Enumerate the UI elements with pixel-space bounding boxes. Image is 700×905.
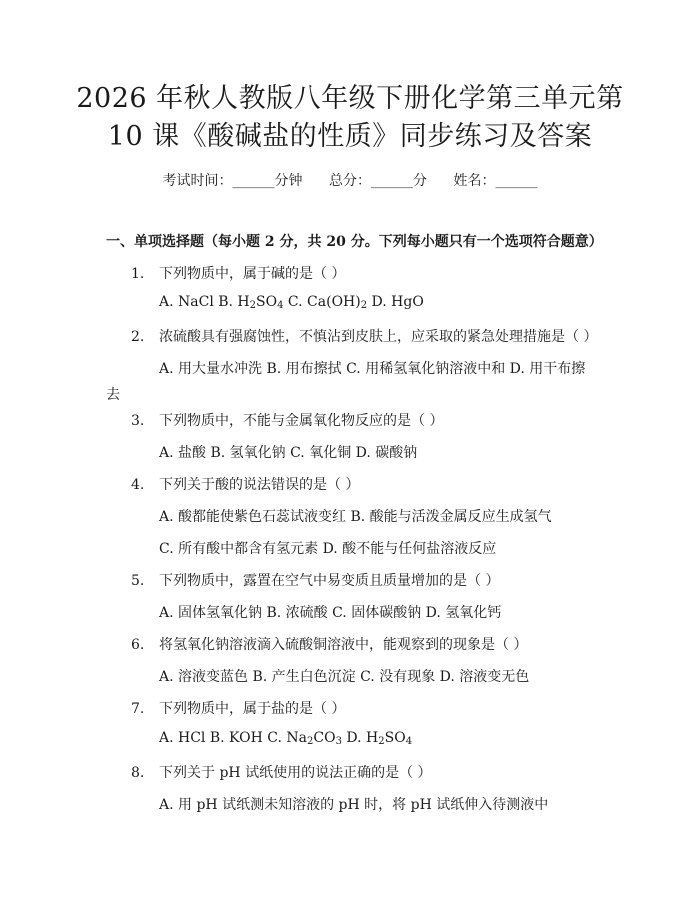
question-text: 下列关于酸的说法错误的是（ ） bbox=[159, 477, 360, 493]
question-text: 将氢氧化钠溶液滴入硫酸铜溶液中，能观察到的现象是（ ） bbox=[159, 637, 528, 653]
question-2 bbox=[131, 326, 597, 346]
question-number: 8. bbox=[131, 765, 145, 781]
question-text: 下列物质中，属于盐的是（ ） bbox=[159, 701, 346, 717]
question-3 bbox=[131, 410, 443, 430]
question-2-options: A. 用大量水冲洗 B. 用布擦拭 C. 用稀氢氧化钠溶液中和 D. 用干布擦 bbox=[159, 361, 586, 377]
question-8-options: A. 用 pH 试纸测未知溶液的 pH 时，将 pH 试纸伸入待测液中 bbox=[159, 797, 549, 813]
question-number: 6. bbox=[131, 637, 145, 653]
question-1 bbox=[131, 263, 345, 283]
question-number: 3. bbox=[131, 413, 145, 429]
question-3-options: A. 盐酸 B. 氢氧化钠 C. 氧化铜 D. 碳酸钠 bbox=[159, 445, 418, 461]
question-4-options: A. 酸都能使紫色石蕊试液变红 B. 酸能与活泼金属反应生成氢气 bbox=[159, 509, 552, 525]
question-2-options-wrap: 去 bbox=[106, 387, 120, 403]
question-number: 1. bbox=[131, 266, 145, 282]
question-text: 下列物质中，露置在空气中易变质且质量增加的是（ ） bbox=[159, 573, 500, 589]
question-number: 7. bbox=[131, 701, 145, 717]
question-text: 下列物质中，不能与金属氧化物反应的是（ ） bbox=[159, 413, 444, 429]
section-heading: 一、单项选择题（每小题 2 分，共 20 分。下列每小题只有一个选项符合题意） bbox=[106, 234, 603, 250]
question-4 bbox=[131, 474, 359, 494]
question-text: 下列关于 pH 试纸使用的说法正确的是（ ） bbox=[159, 765, 432, 781]
question-7 bbox=[131, 698, 345, 718]
question-6-options: A. 溶液变蓝色 B. 产生白色沉淀 C. 没有现象 D. 溶液变无色 bbox=[159, 669, 530, 685]
question-4-options-2: C. 所有酸中都含有氢元素 D. 酸不能与任何盐溶液反应 bbox=[159, 541, 497, 557]
document-title-line-1: 2026 年秋人教版八年级下册化学第三单元第 bbox=[76, 83, 624, 114]
question-text: 下列物质中，属于碱的是（ ） bbox=[159, 266, 346, 282]
question-7-options: A. HCl B. KOH C. $Na_2CO_3$ D. $H_2SO_4$ bbox=[159, 730, 413, 747]
question-8 bbox=[131, 762, 432, 782]
total-score-field: 总分：______分 bbox=[329, 173, 427, 189]
question-1-options: A. NaCl B. $H_2SO_4$ C. $Ca(OH)_2$ D. HgO bbox=[159, 294, 424, 311]
question-text: 浓硫酸具有强腐蚀性，不慎沾到皮肤上，应采取的紧急处理措施是（ ） bbox=[159, 329, 598, 345]
question-6 bbox=[131, 634, 527, 654]
question-number: 4. bbox=[131, 477, 145, 493]
exam-time-field: 考试时间：______分钟 bbox=[162, 173, 303, 189]
question-5 bbox=[131, 570, 499, 590]
question-number: 5. bbox=[131, 573, 145, 589]
question-number: 2. bbox=[131, 329, 145, 345]
document-title-line-2: 10 课《酸碱盐的性质》同步练习及答案 bbox=[107, 121, 593, 152]
exam-meta bbox=[0, 170, 700, 190]
question-5-options: A. 固体氢氧化钠 B. 浓硫酸 C. 固体碳酸钠 D. 氢氧化钙 bbox=[159, 605, 502, 621]
name-field: 姓名：______ bbox=[453, 173, 538, 189]
